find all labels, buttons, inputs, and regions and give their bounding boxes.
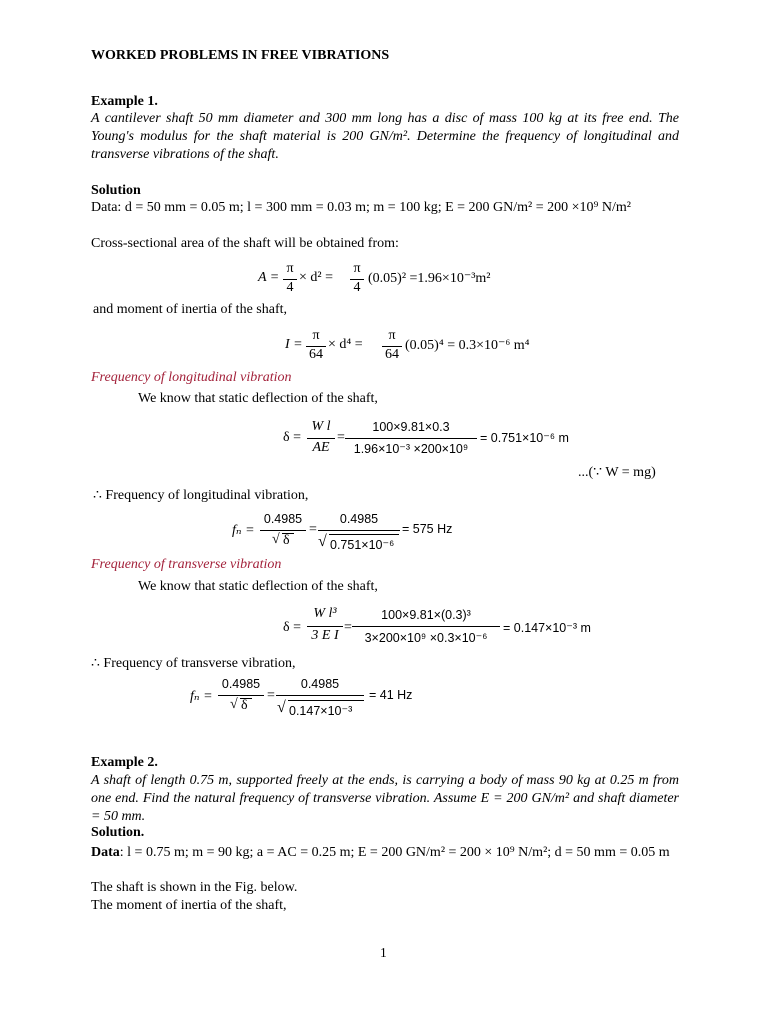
- document-title: WORKED PROBLEMS IN FREE VIBRATIONS: [91, 48, 390, 63]
- longitudinal-heading: Frequency of longitudinal vibration: [91, 370, 292, 385]
- longitudinal-static-line: We know that static deflection of the shaft,: [138, 391, 378, 406]
- moi-intro: and moment of inertia of the shaft,: [93, 302, 287, 317]
- delta-long-line1: [307, 438, 335, 439]
- fn-trans-den1: δ: [241, 698, 248, 713]
- transverse-freq-intro: ∴ Frequency of transverse vibration,: [91, 656, 296, 671]
- delta-long-den2: 1.96×10⁻³ ×200×10⁹: [353, 442, 469, 456]
- example-2-solution-heading: Solution.: [91, 825, 145, 840]
- example-1-problem: A cantilever shaft 50 mm diameter and 300 mm long has a disc of mass 100 kg at its free end. The Young's modulus for the shaft material is 200 GN/m². Determine the frequency of longitudinal and transverse vibrations of the shaft.: [91, 111, 679, 162]
- delta-trans-lhs: δ =: [283, 620, 301, 635]
- example-1-heading: Example 1.: [91, 94, 158, 109]
- moi-den-2: 64: [385, 347, 399, 362]
- fn-long-line1: [260, 530, 306, 531]
- transverse-heading: Frequency of transverse vibration: [91, 557, 282, 572]
- delta-long-line2: [345, 438, 477, 439]
- delta-trans-line2: [352, 626, 500, 627]
- example-2-heading: Example 2.: [91, 755, 158, 770]
- weight-note: ...(∵ W = mg): [578, 465, 656, 480]
- example-2-moi-line: The moment of inertia of the shaft,: [91, 898, 287, 913]
- fn-long-line2: [318, 530, 400, 531]
- fn-long-lhs: fₙ =: [232, 523, 255, 538]
- moi-den-1: 64: [309, 347, 323, 362]
- delta-trans-num2: 100×9.81×(0.3)³: [381, 608, 471, 622]
- area-pi-1: π: [286, 261, 294, 276]
- fn-trans-line2: [276, 695, 364, 696]
- example-1-solution-heading: Solution: [91, 183, 141, 198]
- moi-mid-2: (0.05)⁴ = 0.3×10⁻⁶ m⁴: [405, 338, 530, 353]
- example-2-data: [91, 844, 679, 862]
- area-mid-1: × d² =: [299, 270, 333, 285]
- fn-long-den2: 0.751×10⁻⁶: [330, 538, 395, 552]
- moi-mid-1: × d⁴ =: [328, 337, 363, 352]
- fn-trans-num1: 0.4985: [221, 677, 261, 691]
- delta-long-num2: 100×9.81×0.3: [372, 420, 450, 434]
- fn-long-num2: 0.4985: [339, 512, 379, 526]
- area-intro: Cross-sectional area of the shaft will be obtained from:: [91, 236, 399, 251]
- delta-trans-line1: [307, 626, 343, 627]
- fn-long-den1: δ: [283, 533, 290, 548]
- fn-trans-lhs: fₙ =: [190, 689, 213, 704]
- document-page: WORKED PROBLEMS IN FREE VIBRATIONS Example 1. A cantilever shaft 50 mm diameter and 300 mm long has a disc of mass 100 kg at its free end. The Young's modulus for the shaft material is 200 GN/m². Determine the frequency of longitudinal and transverse vibrations of the shaft. Solution Data: d = 50 mm = 0.05 m; l = 300 mm = 0.03 m; m = 100 kg; E = 200 GN/m² = 200 ×10⁹ N/m² Cross-sectional area of the shaft will be obtained from: A = π 4 × d² = π 4 (0.05)² =1.96×10⁻³m² and moment of inertia of the shaft, I = π 64 × d⁴ = π 64 (0.05)⁴ = 0.3×10⁻⁶ m⁴ Frequency of longitudinal vibration We know that static deflection of the shaft, δ = W l AE = 100×9.81×0.3 1.96×10⁻³ ×200×10⁹ = 0.751×10⁻⁶ m ...(∵ W = mg) ∴ Frequency of longitudinal vibration, fₙ = 0.4985 √ δ = 0.4985 √ 0.751×10⁻⁶ = 575 Hz Frequency of transverse vibration We know that static deflection of the shaft, δ = W l³ 3 E I = 100×9.81×(0.3)³ 3×200×10⁹ ×0.3×10⁻⁶ = 0.147×10⁻³ m ∴ Frequency of transverse vibration, fₙ = 0.4985 √ δ = 0.4985 √ 0.147×10⁻³ = 41 Hz Example 2. A shaft of length 0.75 m, supported freely at the ends, is carrying a body of mass 90 kg at 0.25 m from one end. Find the natural frequency of transverse vibration. Assume E = 200 GN/m² and shaft diameter = 50 mm. Solution. Data: l = 0.75 m; m = 90 kg; a = AC = 0.25 m; E = 200 GN/m² = 200 × 10⁹ N/m²; d = 50 mm = 0.05 m The shaft is shown in the Fig. below. The moment of inertia of the shaft, 1: [91, 48, 679, 960]
- fn-trans-num2: 0.4985: [300, 677, 340, 691]
- longitudinal-freq-intro: ∴ Frequency of longitudinal vibration,: [93, 488, 309, 503]
- example-2-fig-line: The shaft is shown in the Fig. below.: [91, 880, 298, 895]
- fn-trans-result: = 41 Hz: [369, 688, 413, 702]
- delta-long-den1: AE: [312, 440, 330, 455]
- delta-long-result: = 0.751×10⁻⁶ m: [480, 431, 569, 445]
- delta-long-lhs: δ =: [283, 430, 301, 445]
- area-four-2: 4: [353, 280, 361, 295]
- area-pi-2: π: [353, 261, 361, 276]
- delta-trans-result: = 0.147×10⁻³ m: [503, 621, 591, 635]
- delta-trans-num1: W l³: [313, 606, 337, 621]
- moi-lhs: I =: [285, 337, 303, 352]
- fn-long-num1: 0.4985: [263, 512, 303, 526]
- fn-trans-den2: 0.147×10⁻³: [289, 704, 353, 718]
- example-2-problem: A shaft of length 0.75 m, supported freely at the ends, is carrying a body of mass 90 kg at 0.25 m from one end. Find the natural frequency of transverse vibration. Assume E = 200 GN/m² and shaft diameter = 50 mm.: [91, 773, 679, 824]
- area-mid-2: (0.05)² =1.96×10⁻³m²: [368, 271, 491, 286]
- area-four-1: 4: [286, 280, 294, 295]
- example-1-data-line: Data: d = 50 mm = 0.05 m; l = 300 mm = 0.03 m; m = 100 kg; E = 200 GN/m² = 200 ×10⁹ N/m²: [91, 200, 631, 215]
- page-number: 1: [380, 945, 387, 960]
- delta-long-num1: W l: [311, 419, 331, 434]
- example-2-data-text: : l = 0.75 m; m = 90 kg; a = AC = 0.25 m; E = 200 GN/m² = 200 × 10⁹ N/m²; d = 50 mm = 0.05 m: [119, 845, 670, 860]
- transverse-static-line: We know that static deflection of the shaft,: [138, 579, 378, 594]
- delta-trans-den1: 3 E I: [311, 628, 339, 643]
- fn-long-result: = 575 Hz: [402, 522, 453, 536]
- area-lhs: A =: [258, 270, 280, 285]
- moi-pi-2: π: [388, 328, 396, 343]
- fn-trans-line1: [218, 695, 264, 696]
- example-2-data-label: Data: [91, 845, 120, 860]
- moi-pi-1: π: [312, 328, 320, 343]
- delta-trans-den2: 3×200×10⁹ ×0.3×10⁻⁶: [364, 631, 488, 645]
